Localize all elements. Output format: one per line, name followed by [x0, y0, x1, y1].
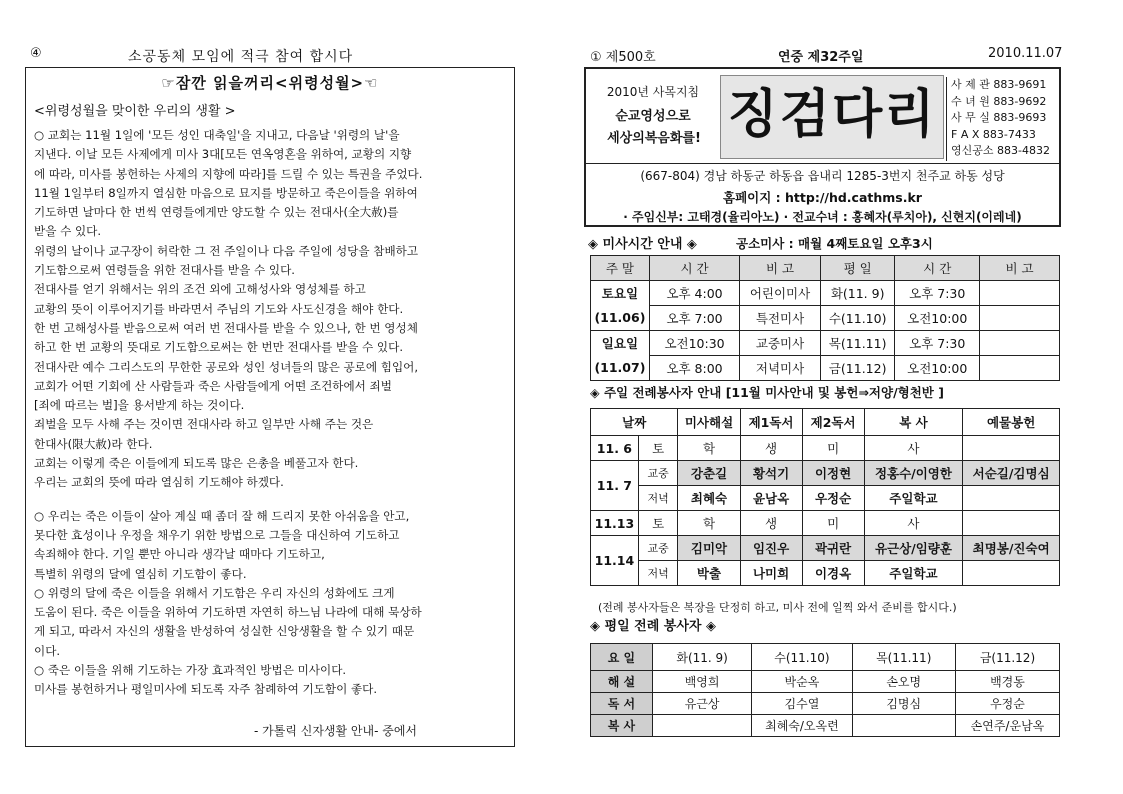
weekly-mass-type: 교중 [638, 536, 678, 561]
contact-mission: 영신공소 883-4832 [951, 144, 1050, 157]
weekly-cell: 임진우 [740, 536, 802, 561]
mass-cell: 오후 7:30 [895, 331, 980, 356]
mass-cell: 교중미사 [740, 331, 821, 356]
mass-cell: 화(11. 9) [820, 281, 895, 306]
contact-list [946, 77, 1050, 161]
mass-cell [980, 356, 1060, 381]
weekly-cell [963, 561, 1060, 586]
weekly-header-reading2: 제2독서 [802, 409, 864, 436]
article-line: 죄벌을 모두 사해 주는 것이면 전대사라 하고 일부만 사해 주는 것은 [34, 417, 374, 432]
article-body [34, 126, 508, 700]
weekly-header-date: 날짜 [591, 409, 678, 436]
article-line: 이다. [34, 643, 61, 658]
weekly-mass-type: 저녁 [638, 561, 678, 586]
weekly-day-3: 토 [638, 511, 678, 536]
weekly-cell: 사 [864, 511, 963, 536]
mass-cell: 금(11.12) [820, 356, 895, 381]
article-line: 못다한 효성이나 우정을 채우기 위한 방법으로 그들을 대신하여 기도하고 [34, 527, 400, 542]
article-line: 속죄해야 한다. 기일 뿐만 아니라 생각날 때마다 기도하고, [34, 547, 325, 562]
weekly-cell: 주일학교 [864, 486, 963, 511]
weekly-cell: 주일학교 [864, 561, 963, 586]
weekly-cell [963, 511, 1060, 536]
article-line: 전대사를 얻기 위해서는 위의 조건 외에 고해성사와 영성체를 하고 [34, 282, 366, 297]
article-line: 한 번 고해성사를 받음으로써 여러 번 전대사를 받을 수 있으나, 한 번 영성체 [34, 320, 418, 335]
article-line: 11월 1일부터 8일까지 열심한 마음으로 묘지를 방문하고 죽은이들을 위하여 [34, 185, 418, 200]
weekly-section-title: ◈ 주일 전례봉사자 안내 [11월 미사안내 및 봉헌⇒저양/형천반 ] [590, 385, 944, 400]
mass-cell: 어린이미사 [740, 281, 821, 306]
mass-day-sunday: 일요일 [591, 331, 650, 356]
article-line: 도움이 된다. 죽은 이들을 위하여 기도하면 자연히 하느님 나라에 대해 묵상하 [34, 605, 422, 620]
clergy-staff: · 주임신부: 고태경(율리아노) · 전교수녀 : 홍혜자(루치아), 신현지(이레네) [623, 210, 1022, 224]
article-title: ☞잠깐 읽을꺼리<위령성월>☜ [161, 74, 379, 92]
weekday-header-day: 요 일 [591, 644, 653, 671]
mass-header-weekday: 평 일 [820, 256, 895, 281]
weekly-header-offering: 예물봉헌 [963, 409, 1060, 436]
weekday-cell: 손오명 [852, 671, 955, 693]
weekly-cell: 최명봉/진숙여 [963, 536, 1060, 561]
article-line: 우리는 교회의 뜻에 따라 열심히 기도해야 하겠다. [34, 475, 284, 490]
weekly-cell: 이경옥 [802, 561, 864, 586]
article-line: 교회는 이렇게 죽은 이들에게 되도록 많은 은총을 베풀고자 한다. [34, 456, 359, 471]
article-spacer [34, 493, 508, 507]
mass-header-time2: 시 간 [895, 256, 980, 281]
mass-cell: 오후 7:30 [895, 281, 980, 306]
article-line: 에 따라, 미사를 봉헌하는 사제의 지향에 따라]를 드릴 수 있는 특권을 주었다. [34, 166, 423, 181]
article-line: 미사를 봉헌하거나 평일미사에 되도록 자주 참례하여 기도함이 좋다. [34, 682, 378, 697]
weekly-cell [963, 486, 1060, 511]
weekly-cell: 학 [678, 511, 740, 536]
article-line: ○ 위령의 달에 죽은 이들을 위해서 기도함은 우리 자신의 성화에도 크게 [34, 585, 395, 600]
weekly-cell: 이정현 [802, 461, 864, 486]
article-line: 지낸다. 이날 모든 사제에게 미사 3대[모든 연옥영혼을 위하여, 교황의 지향 [34, 147, 412, 162]
weekday-cell [652, 715, 751, 737]
weekday-servers-table [590, 643, 1060, 737]
contact-fax: F A X 883-7433 [951, 127, 1036, 141]
mass-day-saturday: 토요일 [591, 281, 650, 306]
left-header: 소공동체 모임에 적극 참여 합시다 [128, 49, 354, 65]
mass-cell [980, 331, 1060, 356]
weekday-header-tue: 화(11. 9) [652, 644, 751, 671]
contact-office: 사 무 실 883-9693 [951, 111, 1047, 124]
article-line: 전대사란 예수 그리스도의 무한한 공로와 성인 성녀들의 많은 공로에 힘입어, [34, 359, 419, 374]
weekday-cell: 박순옥 [752, 671, 852, 693]
weekly-date-2: 11. 7 [591, 461, 639, 511]
left-page-number: ④ [30, 46, 42, 61]
mass-day-saturday-date: (11.06) [591, 306, 650, 331]
article-line: ○ 죽은 이들을 위해 기도하는 가장 효과적인 방법은 미사이다. [34, 663, 347, 678]
article-line: 하고 한 번 교황의 뜻대로 기도함으로써는 한 번만 전대사를 받을 수 있다. [34, 340, 404, 355]
mass-cell: 오전10:00 [895, 306, 980, 331]
article-line: 게 되고, 따라서 자신의 생활을 반성하여 성실한 신앙생활을 할 수 있기 때문 [34, 624, 415, 639]
article-line: 특별히 위령의 달에 열심히 기도함이 좋다. [34, 566, 247, 581]
mass-header-note2: 비 고 [980, 256, 1060, 281]
weekly-cell: 정홍수/이영한 [864, 461, 963, 486]
masthead-box [584, 67, 1061, 227]
mass-cell: 특전미사 [740, 306, 821, 331]
weekly-mass-type: 교중 [638, 461, 678, 486]
weekly-cell: 최혜숙 [678, 486, 740, 511]
weekly-cell: 사 [864, 436, 963, 461]
mass-header-time: 시 간 [649, 256, 739, 281]
weekday-cell: 백영희 [652, 671, 751, 693]
weekly-date-3: 11.13 [591, 511, 639, 536]
motto-line-2: 세상의복음화를! [607, 131, 701, 146]
weekly-date-1: 11. 6 [591, 436, 639, 461]
mass-section-title: ◈ 미사시간 안내 ◈ [588, 237, 697, 252]
weekday-cell: 김수열 [752, 693, 852, 715]
weekday-cell: 유근상 [652, 693, 751, 715]
article-line: 기도함으로써 연령들을 위한 전대사를 받을 수 있다. [34, 263, 295, 278]
mission-mass-notice: 공소미사 : 매월 4째토요일 오후3시 [736, 236, 933, 251]
article-line: 기도하면 날마다 한 번씩 연령들에게만 양도할 수 있는 전대사(全大赦)를 [34, 205, 399, 220]
mass-header-weekend: 주 말 [591, 256, 650, 281]
article-line: ○ 교회는 11월 1일에 '모든 성인 대축일'을 지내고, 다음날 '위령의 날'을 [34, 128, 400, 142]
weekly-header-reading1: 제1독서 [740, 409, 802, 436]
mass-cell: 오후 7:00 [649, 306, 739, 331]
mass-cell: 오전10:30 [649, 331, 739, 356]
server-notice: (전례 봉사자들은 복장을 단정히 하고, 미사 전에 일찍 와서 준비를 합시다.) [598, 601, 957, 614]
weekly-cell [963, 436, 1060, 461]
weekday-section-title: ◈ 평일 전례 봉사자 ◈ [590, 619, 717, 634]
weekly-cell: 미 [802, 436, 864, 461]
mass-day-sunday-date: (11.07) [591, 356, 650, 381]
masthead-divider [586, 163, 1059, 164]
mass-cell: 목(11.11) [820, 331, 895, 356]
homepage-url[interactable]: 홈페이지 : http://hd.cathms.kr [723, 190, 922, 205]
article-subtitle: <위령성월을 맞이한 우리의 생활 > [34, 104, 236, 119]
article-line: 위령의 날이나 교구장이 허락한 그 전 주일이나 다음 주일에 성당을 참배하고 [34, 243, 419, 258]
contact-rectory: 사 제 관 883-9691 [951, 78, 1047, 91]
weekly-header-commentary: 미사해설 [678, 409, 740, 436]
weekly-date-4: 11.14 [591, 536, 639, 586]
issue-date: 2010.11.07 [988, 46, 1063, 61]
weekly-cell: 곽귀란 [802, 536, 864, 561]
weekly-cell: 황석기 [740, 461, 802, 486]
weekly-cell: 김미악 [678, 536, 740, 561]
weekday-cell: 우정순 [955, 693, 1059, 715]
weekly-servers-table [590, 408, 1060, 586]
weekday-cell: 김명심 [852, 693, 955, 715]
issue-number: ① 제500호 [590, 50, 656, 65]
weekly-cell: 유근상/임량훈 [864, 536, 963, 561]
weekday-header-wed: 수(11.10) [752, 644, 852, 671]
mass-cell: 오후 8:00 [649, 356, 739, 381]
article-line: 받을 수 있다. [34, 224, 102, 239]
weekday-header-fri: 금(11.12) [955, 644, 1059, 671]
motto-line-1: 순교영성으로 [615, 109, 691, 124]
weekday-cell [852, 715, 955, 737]
contact-convent: 수 녀 원 883-9692 [951, 94, 1047, 108]
weekly-day-1: 토 [638, 436, 678, 461]
weekly-cell: 박출 [678, 561, 740, 586]
mass-cell: 수(11.10) [820, 306, 895, 331]
weekday-role-commentary: 해 설 [591, 671, 653, 693]
weekly-cell: 생 [740, 511, 802, 536]
weekly-cell: 우정순 [802, 486, 864, 511]
article-box [25, 67, 515, 747]
weekly-cell: 윤남옥 [740, 486, 802, 511]
motto-title: 2010년 사목지침 [606, 85, 700, 99]
article-line: 교황의 뜻이 이루어지기를 바라면서 주님의 기도와 사도신경을 해야 한다. [34, 301, 404, 316]
weekly-cell: 강춘길 [678, 461, 740, 486]
weekly-cell: 생 [740, 436, 802, 461]
article-line: ○ 우리는 죽은 이들이 살아 계실 때 좀더 잘 해 드리지 못한 아쉬움을 안고, [34, 508, 410, 523]
weekly-cell: 나미희 [740, 561, 802, 586]
article-line: 교회가 어떤 기회에 산 사람들과 죽은 사람들에게 어떤 조건하에서 죄벌 [34, 378, 392, 393]
weekday-role-reading: 독 서 [591, 693, 653, 715]
mass-cell [980, 306, 1060, 331]
weekday-role-altar: 복 사 [591, 715, 653, 737]
mass-header-note: 비 고 [740, 256, 821, 281]
weekly-mass-type: 저녁 [638, 486, 678, 511]
mass-schedule-table [590, 255, 1060, 381]
church-address: (667-804) 경남 하동군 하동읍 읍내리 1285-3번지 천주교 하동 성당 [640, 169, 1005, 183]
weekly-cell: 학 [678, 436, 740, 461]
mass-cell: 오후 4:00 [649, 281, 739, 306]
article-line: 한대사(限大赦)라 한다. [34, 436, 153, 451]
weekly-header-altar: 복 사 [864, 409, 963, 436]
weekday-cell: 손연주/운남옥 [955, 715, 1059, 737]
weekly-cell: 미 [802, 511, 864, 536]
mass-cell: 오전10:00 [895, 356, 980, 381]
weekday-cell: 백경동 [955, 671, 1059, 693]
mass-cell: 저녁미사 [740, 356, 821, 381]
liturgical-week: 연중 제32주일 [778, 50, 864, 65]
weekday-header-thu: 목(11.11) [852, 644, 955, 671]
weekday-cell: 최혜숙/오옥련 [752, 715, 852, 737]
article-source: - 가톨릭 신자생활 안내- 중에서 [254, 724, 418, 738]
article-line: [죄에 따르는 벌]을 용서받게 하는 것이다. [34, 398, 245, 413]
mass-cell [980, 281, 1060, 306]
masthead-title: 징검다리 [727, 84, 937, 145]
weekly-cell: 서순길/김명심 [963, 461, 1060, 486]
